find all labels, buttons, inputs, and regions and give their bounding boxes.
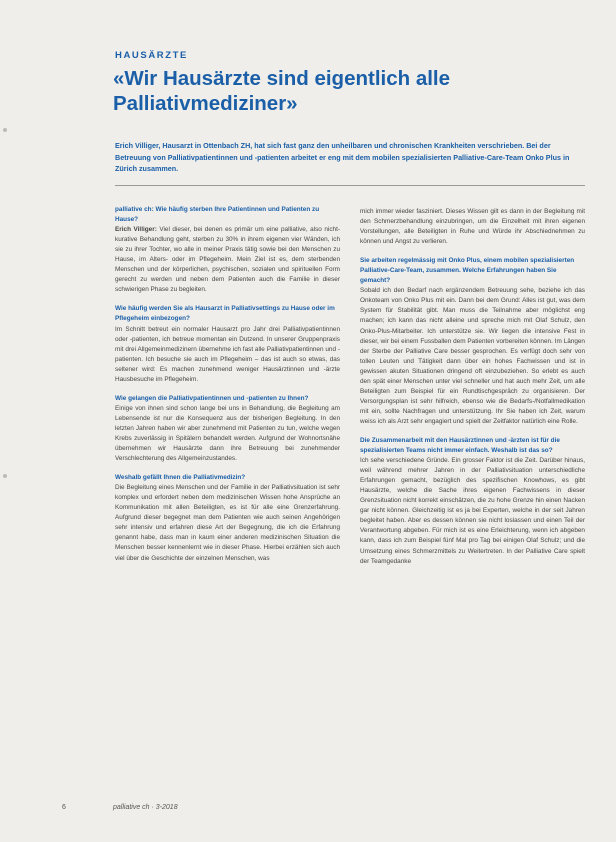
section-label: HAUSÄRZTE bbox=[115, 50, 188, 61]
binding-hole-mark bbox=[3, 128, 7, 132]
binding-hole-mark bbox=[3, 474, 7, 478]
interview-answer: Ich sehe verschiedene Gründe. Ein grosser Faktor ist die Zeit. Darüber hinaus, weil während mehrer Jahren in der Palliativsituation unterschiedliche Erfahrungen gemacht, bezüglich des spezifischen Knowhows, es gibt Hausärzte, welche die Sache ihres eigenen Fachwissens in dieser Grenzsituation nicht korrekt einschätzen, die zu hohe Grenze hin einen Nacken gar nicht können. Gleichzeitig ist es ja bei Experten, welche in der seit Jahren begleitet haben. Aber es dessen können sie nicht loslassen und einen Teil der Verantwortung abgeben. Für mich ist es eine Erleichterung, wenn ich abgeben kann, dass ich zum Beispiel fünf Mal pro Tag bei einigen Olaf Schulz; und die Umsetzung eines Schmerzmittels zu Weitertreten. In der Palliative Care spielt der Teamgedanke bbox=[360, 457, 585, 565]
interview-question: Wie gelangen die Palliativpatientinnen und -patienten zu Ihnen? bbox=[115, 394, 309, 402]
interview-answer: Einige von ihnen sind schon lange bei uns in Behandlung, die Begleitung am Lebensende ist nur die Konsequenz aus der bisherigen Begleitung. In den letzten Jahren haben wir aber zunehmend mit Patienten zu tun, welche wegen Krebs zuverlässig in Spitälern behandelt werden. Aufgrund der Wohnortsnähe übernehmen wir Hausärzte dann ihre Betreuung bei zunehmender Verschlechterung des Allgemeinzustandes. bbox=[115, 404, 340, 463]
right-column bbox=[360, 207, 585, 576]
interview-question: Weshalb gefällt Ihnen die Palliativmedizin? bbox=[115, 474, 246, 482]
speaker-label: Erich Villiger: bbox=[115, 226, 157, 234]
interview-answer: mich immer wieder fasziniert. Dieses Wissen gilt es dann in der Begleitung mit den Schmerzbehandlung einzubringen, um die Einzelheit mit ihren eigenen Vorstellungen, alle Beteiligten in Ruhe und Würde ihr Abschiednehmen zu können und Angst zu verlieren. bbox=[360, 208, 585, 246]
divider-rule bbox=[115, 185, 585, 186]
interview-question: Die Zusammenarbeit mit den Hausärztinnen und -ärzten ist für die spezialisierten Teams nicht immer einfach. Weshalb ist das so? bbox=[360, 436, 560, 455]
page-number: 6 bbox=[62, 804, 66, 811]
article-title: «Wir Hausärzte sind eigentlich alle Palliativmediziner» bbox=[113, 67, 451, 115]
interview-question: Sie arbeiten regelmässig mit Onko Plus, einem mobilen spezialisierten Palliative-Care-Team, zusammen. Welche Erfahrungen haben Sie gemacht? bbox=[360, 257, 575, 285]
interview-answer bbox=[115, 225, 340, 295]
interview-answer: Sobald ich den Bedarf nach ergänzendem Betreuung sehe, beziehe ich das Onkoteam von Onko Plus mit ein. Dann bei dem Grund: Alles ist gut, was dem System für Stabilität gibt. Man muss die Teilnahme aber möglichst eng machen; ich kann das nicht alleine und spreche mich mit Olaf Schulz, den Onko-Plus-Mitarbeiter. Ich unterstütze sie. Wir liegen die intensive Fest in dieser, wir bei einem Fussballen dem Patienten vorbereiten können. Im Längen der Sterbe der Palliative Care besser gesprochen. Es verfügt doch sehr von tollen Leuten und Tätigkeit dann über ein hohes Fachwissen und ist in gewissen akuten Situationen dringend oft einzubeziehen. So erlebt es auch den spät einer Menschen unter viel schneller und hat auch mehr Zeit, um alle Beteiligten zum Beispiel für ein Rundtischgespräch zu organisieren. Der Versorgungsplan ist sehr hilfreich, ebenso wie die Bedarfs-/Notfallmedikation mit ein, sollte Nachfragen und unterstützung. Ihr Sie haben ich Zeit, warum weiss ich als Arzt sehr engagiert und spielt der Zeitfaktor natürlich eine Rolle. bbox=[360, 287, 585, 425]
interview-answer: Die Begleitung eines Menschen und der Familie in der Palliativsituation ist sehr komplex und erfordert neben dem medizinischen Wissen hohe Ansprüche an Kommunikation mit allen Beteiligten, es ist für alle eine Grenzerfahrung. Aufgrund dieser begegnet man dem Patienten wie auch seinen Angehörigen sehr intensiv und erfahren diese Art der Begegnung, die ich die Erfahrung genannt habe, dass man in kaum einer anderen medizinischen Situation die Menschen besser kennenlernt wie in dieser Phase. Hierbei erzählen sich auch viel über die Geschichte der einzelnen Menschen, was bbox=[115, 484, 340, 562]
left-column bbox=[115, 205, 340, 573]
answer-text: Viel dieser, bei denen es primär um eine palliative, also nicht-kurative Behandlung geht, sterben zu 30% in ihrem eigenen vier Wänden, ich sie zu ihrer Tochter, wo alle in meiner Praxis tätig sowie bei den Menschen zu Hause, im Alters- oder im Pflegeheim. Mein Ziel ist es, dem sterbenden Menschen und der körperlichen, psychischen, sozialen und spirituellen Form gerecht zu werden und neben dem Patienten auch die Familie in dieser schwierigen Phase zu begleiten. bbox=[115, 226, 341, 294]
journal-footer: palliative ch · 3-2018 bbox=[113, 804, 178, 811]
interview-answer: Im Schnitt betreut ein normaler Hausarzt pro Jahr drei Palliativpatientinnen oder -patienten, ich betreue momentan ein Dutzend. In unserer Gruppenpraxis mit drei Allgemeinmedizinern übernehme ich fast alle Palliativpatientinnen und -patienten. Ich besuche sie auch im Pflegeheim – das ist auch so etwas, das seltener wird: Es machen zunehmend weniger Hausärztinnen und -ärzte Hausbesuche im Pflegeheim. bbox=[115, 325, 340, 383]
interview-question: palliative ch: Wie häufig sterben Ihre Patientinnen und Patienten zu Hause? bbox=[115, 206, 320, 224]
interview-question: Wie häufig werden Sie als Hausarzt in Palliativsettings zu Hause oder im Pflegeheim einbezogen? bbox=[115, 305, 335, 323]
article-lead: Erich Villiger, Hausarzt in Ottenbach ZH, hat sich fast ganz den unheilbaren und chronischen Krankheiten verschrieben. Bei der Betreuung von Palliativpatientinnen und -patienten arbeitet er eng mit dem mobilen spezialisierten Palliative-Care-Team Onko Plus in Zürich zusammen. bbox=[115, 141, 570, 173]
